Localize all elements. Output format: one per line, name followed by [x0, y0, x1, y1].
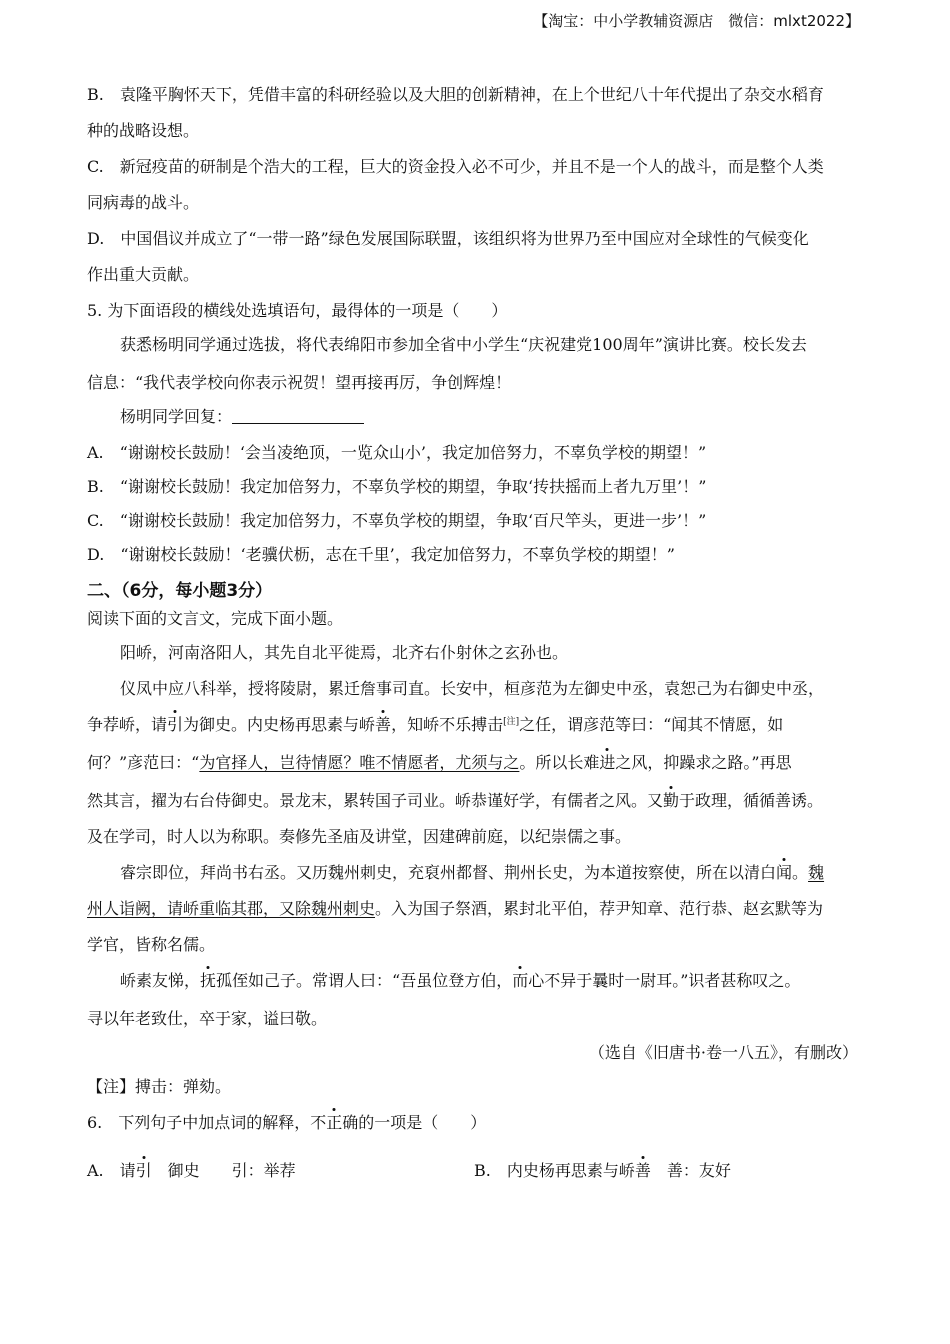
q5-reply	[120, 404, 364, 427]
q4-option-c-line2: 同病毒的战斗。	[87, 193, 200, 212]
q4-option-b-line1: B. 袁隆平胸怀天下，凭借丰富的科研经验以及大胆的创新精神，在上个世纪八十年代提出了杂交水稻育	[87, 85, 824, 104]
q4-option-c-line1: C. 新冠疫苗的研制是个浩大的工程，巨大的资金投入必不可少，并且不是一个人的战斗，而是整个人类	[87, 157, 824, 176]
passage-line9: 学官，皆称名儒。	[87, 935, 216, 954]
passage-line8: 州人诣阙，请峤重临其郡，又除魏州刺史。入为国子祭酒，累封北平伯，荐尹知章、范行恭、赵玄默等为	[87, 899, 824, 918]
dotted-word: 引	[167, 715, 184, 734]
q5-reply-label: 杨明同学回复：	[120, 407, 233, 426]
passage-line3: 争荐峤，请引为御史。内史杨再思素与峤善，知峤不乐搏击[注]之任，谓彦范等曰：“闻其不情愿，如	[87, 715, 784, 734]
dotted-word: 闻	[776, 863, 793, 882]
passage-line5: 然其言，擢为右台侍御史。景龙末，累转国子司业。峤恭谨好学，有儒者之风。又勤于政理，循循善诱。	[87, 791, 824, 810]
q6-stem: 6. 下列句子中加点词的解释，不正确的一项是（ ）	[87, 1113, 487, 1132]
dotted-word: 善	[634, 1161, 651, 1180]
q6-option-a: A. 请引 御史 引：举荐	[87, 1161, 296, 1180]
q6-option-b: B. 内史杨再思素与峤善 善：友好	[474, 1161, 731, 1180]
section-two-intro: 阅读下面的文言文，完成下面小题。	[87, 609, 344, 628]
dotted-word: 勤	[663, 791, 680, 810]
passage-source: （选自《旧唐书·卷一八五》，有删改）	[588, 1043, 858, 1062]
q5-option-a: A. “谢谢校长鼓励！‘会当凌绝顶，一览众山小’，我定加倍努力，不辜负学校的期望！”	[87, 443, 707, 462]
underlined-sentence: 州人诣阙，请峤重临其郡，又除魏州刺史	[87, 899, 376, 918]
q4-option-b-line2: 种的战略设想。	[87, 121, 200, 140]
dotted-word: 进	[599, 753, 616, 772]
q5-option-b: B. “谢谢校长鼓励！我定加倍努力，不辜负学校的期望，争取‘抟扶摇而上者九万里’！”	[87, 477, 707, 496]
q5-passage-line2: 信息：“我代表学校向你表示祝贺！望再接再厉，争创辉煌！	[87, 373, 512, 392]
note: 【注】搏击：弹劾。	[87, 1077, 232, 1096]
passage-line4: 何？”彦范曰：“为官择人，岂待情愿？唯不情愿者，尤须与之。所以长难进之风，抑躁求之路。”再思	[87, 753, 792, 772]
dotted-word: 不正确	[310, 1113, 359, 1132]
answer-blank	[232, 409, 364, 424]
section-two-title: 二、（6分，每小题3分）	[87, 581, 273, 601]
passage-line10: 峤素友悌，抚孤侄如己子。常谓人曰：“吾虽位登方伯，而心不异于曩时一尉耳。”识者甚称叹之。	[120, 971, 801, 990]
passage-line6: 及在学司，时人以为称职。奏修先圣庙及讲堂，因建碑前庭，以纪崇儒之事。	[87, 827, 632, 846]
passage-line11: 寻以年老致仕，卒于家，谥曰敬。	[87, 1009, 328, 1028]
q4-option-d-line2: 作出重大贡献。	[87, 265, 200, 284]
dotted-word: 而	[512, 971, 529, 990]
underlined-sentence: 魏	[808, 863, 825, 882]
passage-line2: 仪凤中应八科举，授将陵尉，累迁詹事司直。长安中，桓彦范为左御史中丞，袁恕己为右御史中丞，	[120, 679, 825, 698]
q4-option-d-line1: D. 中国倡议并成立了“一带一路”绿色发展国际联盟，该组织将为世界乃至中国应对全球性的气候变化	[87, 229, 809, 248]
passage-line1: 阳峤，河南洛阳人，其先自北平徙焉，北齐右仆射休之玄孙也。	[120, 643, 569, 662]
note-marker: [注]	[503, 717, 520, 727]
dotted-word: 引	[135, 1161, 152, 1180]
q5-option-c: C. “谢谢校长鼓励！我定加倍努力，不辜负学校的期望，争取‘百尺竿头，更进一步’！”	[87, 511, 707, 530]
underlined-sentence: 为官择人，岂待情愿？唯不情愿者，尤须与之	[199, 753, 520, 772]
dotted-word: 抚	[200, 971, 217, 990]
dotted-word: 善	[375, 715, 392, 734]
q5-passage-line1: 获悉杨明同学通过选拔，将代表绵阳市参加全省中小学生“庆祝建党100周年”演讲比赛。校长发去	[120, 335, 807, 354]
passage-line7: 睿宗即位，拜尚书右丞。又历魏州刺史，充裒州都督、荆州长史，为本道按察使，所在以清白闻。魏	[120, 863, 825, 882]
page-header: 【淘宝：中小学教辅资源店 微信：mlxt2022】	[533, 12, 860, 30]
q5-stem: 5. 为下面语段的横线处选填语句，最得体的一项是（ ）	[87, 301, 508, 320]
q5-option-d: D. “谢谢校长鼓励！‘老骥伏枥，志在千里’，我定加倍努力，不辜负学校的期望！”	[87, 545, 675, 564]
